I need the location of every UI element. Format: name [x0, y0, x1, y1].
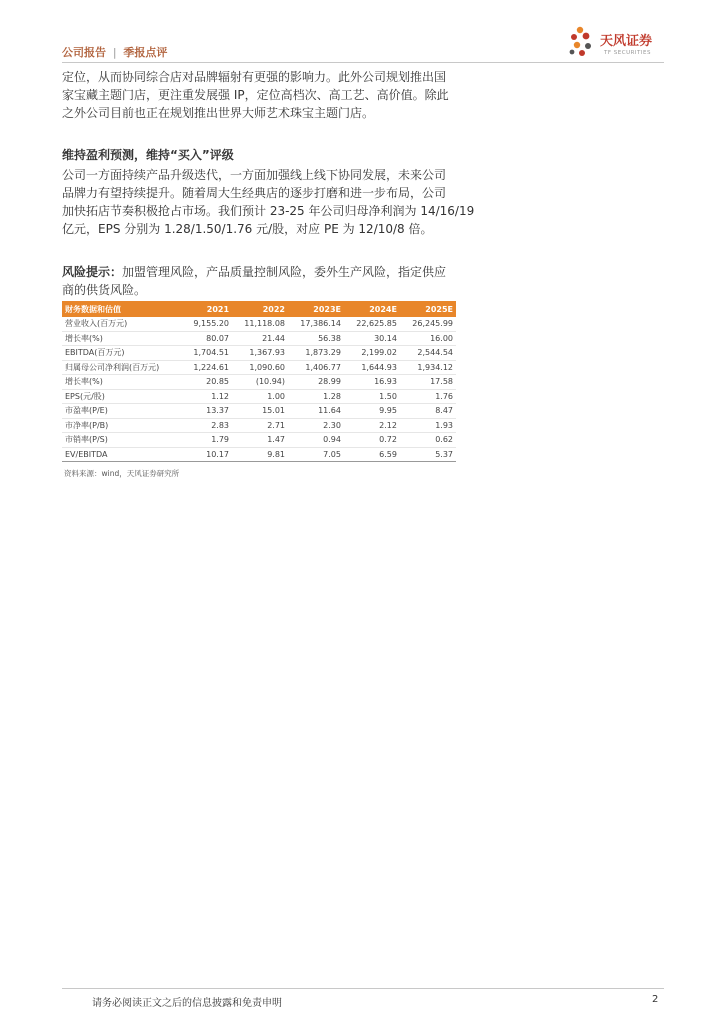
table-cell: 10.17 [182, 447, 232, 462]
table-cell: 营业收入(百万元) [62, 317, 182, 331]
table-cell: 2.30 [288, 418, 344, 433]
risk-text: 加盟管理风险，产品质量控制风险，委外生产风险，指定供应 [122, 265, 447, 279]
forecast-paragraph [62, 166, 475, 238]
table-cell: 归属母公司净利润(百万元) [62, 360, 182, 375]
table-header-row [62, 301, 456, 317]
risk-paragraph [62, 263, 460, 299]
table-header: 2023E [288, 301, 344, 317]
table-cell: 30.14 [344, 331, 400, 346]
table-header: 财务数据和估值 [62, 301, 182, 317]
table-cell: 1,644.93 [344, 360, 400, 375]
table-cell: 13.37 [182, 404, 232, 419]
brand-subtitle: TF SECURITIES [604, 50, 651, 56]
table-header: 2022 [232, 301, 288, 317]
table-cell: 增长率(%) [62, 331, 182, 346]
table-cell: 21.44 [232, 331, 288, 346]
table-cell: 5.37 [400, 447, 456, 462]
table-cell: 11,118.08 [232, 317, 288, 331]
table-cell: 市净率(P/B) [62, 418, 182, 433]
table-cell: 2.71 [232, 418, 288, 433]
table-header: 2024E [344, 301, 400, 317]
intro-line: 之外公司目前也正在规划推出世界大师艺术珠宝主题门店。 [62, 106, 375, 120]
table-cell: 0.94 [288, 433, 344, 448]
table-cell: 2.12 [344, 418, 400, 433]
table-cell: 17.58 [400, 375, 456, 390]
header-separator: | [112, 46, 117, 59]
section-heading: 维持盈利预测，维持“买入”评级 [62, 148, 234, 162]
financial-table [62, 301, 456, 462]
table-cell: 22,625.85 [344, 317, 400, 331]
table-cell: 56.38 [288, 331, 344, 346]
table-cell: 1.79 [182, 433, 232, 448]
table-cell: 1.93 [400, 418, 456, 433]
table-cell: 市销率(P/S) [62, 433, 182, 448]
table-cell: 80.07 [182, 331, 232, 346]
table-cell: 1,406.77 [288, 360, 344, 375]
table-cell: 0.62 [400, 433, 456, 448]
table-source-note: 资料来源：wind，天风证券研究所 [64, 469, 180, 478]
table-cell: 市盈率(P/E) [62, 404, 182, 419]
table-cell: 增长率(%) [62, 375, 182, 390]
table-cell: 1,367.93 [232, 346, 288, 361]
table-cell: 26,245.99 [400, 317, 456, 331]
table-cell: 0.72 [344, 433, 400, 448]
table-cell: (10.94) [232, 375, 288, 390]
table-cell: 16.00 [400, 331, 456, 346]
brand-name: 天风证券 [600, 34, 653, 49]
table-cell: 1.76 [400, 389, 456, 404]
table-cell: 16.93 [344, 375, 400, 390]
table-cell: 1.00 [232, 389, 288, 404]
footer-divider [62, 988, 664, 989]
table-cell: 2,199.02 [344, 346, 400, 361]
table-row [62, 404, 456, 419]
table-cell: 2,544.54 [400, 346, 456, 361]
table-cell: 15.01 [232, 404, 288, 419]
table-cell: 1.12 [182, 389, 232, 404]
table-cell: EPS(元/股) [62, 389, 182, 404]
report-type: 公司报告 [62, 46, 106, 59]
table-cell: 9,155.20 [182, 317, 232, 331]
report-subtype: 季报点评 [123, 46, 168, 59]
table-header: 2025E [400, 301, 456, 317]
table-row [62, 418, 456, 433]
table-cell: 11.64 [288, 404, 344, 419]
intro-paragraph [62, 68, 460, 122]
table-cell: 1,704.51 [182, 346, 232, 361]
page-number: 2 [652, 994, 659, 1005]
intro-line: 家宝藏主题门店，更注重发展强 IP，定位高档次、高工艺、高价值。除此 [62, 88, 449, 102]
table-cell: 17,386.14 [288, 317, 344, 331]
risk-label: 风险提示： [62, 265, 123, 279]
table-row [62, 389, 456, 404]
table-cell: 1.28 [288, 389, 344, 404]
risk-text-continued: 商的供货风险。 [62, 283, 147, 297]
table-cell: 1,873.29 [288, 346, 344, 361]
table-row [62, 346, 456, 361]
table-cell: 9.95 [344, 404, 400, 419]
intro-line: 定位，从而协同综合店对品牌辐射有更强的影响力。此外公司规划推出国 [62, 70, 447, 84]
table-cell: 1,934.12 [400, 360, 456, 375]
table-cell: 9.81 [232, 447, 288, 462]
footer-disclaimer: 请务必阅读正文之后的信息披露和免责申明 [92, 998, 282, 1009]
table-cell: 1.50 [344, 389, 400, 404]
table-row [62, 447, 456, 462]
table-cell: 1,224.61 [182, 360, 232, 375]
table-cell: EV/EBITDA [62, 447, 182, 462]
table-cell: 20.85 [182, 375, 232, 390]
table-row [62, 331, 456, 346]
table-cell: 1,090.60 [232, 360, 288, 375]
header-divider [62, 62, 664, 63]
table-cell: 6.59 [344, 447, 400, 462]
forecast-line: 品牌力有望持续提升。随着周大生经典店的逐步打磨和进一步布局，公司 [62, 186, 447, 200]
table-cell: 28.99 [288, 375, 344, 390]
table-row [62, 360, 456, 375]
forecast-line: 加快拓店节奏积极抢占市场。我们预计 23-25 年公司归母净利润为 14/16/19 [62, 204, 475, 218]
table-header: 2021 [182, 301, 232, 317]
table-row [62, 317, 456, 331]
table-cell: 2.83 [182, 418, 232, 433]
report-header [62, 44, 167, 60]
forecast-line: 亿元，EPS 分别为 1.28/1.50/1.76 元/股，对应 PE 为 12/10/8 倍。 [62, 222, 433, 236]
table-row [62, 433, 456, 448]
table-cell: EBITDA(百万元) [62, 346, 182, 361]
table-cell: 7.05 [288, 447, 344, 462]
table-cell: 8.47 [400, 404, 456, 419]
forecast-line: 公司一方面持续产品升级迭代，一方面加强线上线下协同发展，未来公司 [62, 168, 447, 182]
table-cell: 1.47 [232, 433, 288, 448]
table-row [62, 375, 456, 390]
